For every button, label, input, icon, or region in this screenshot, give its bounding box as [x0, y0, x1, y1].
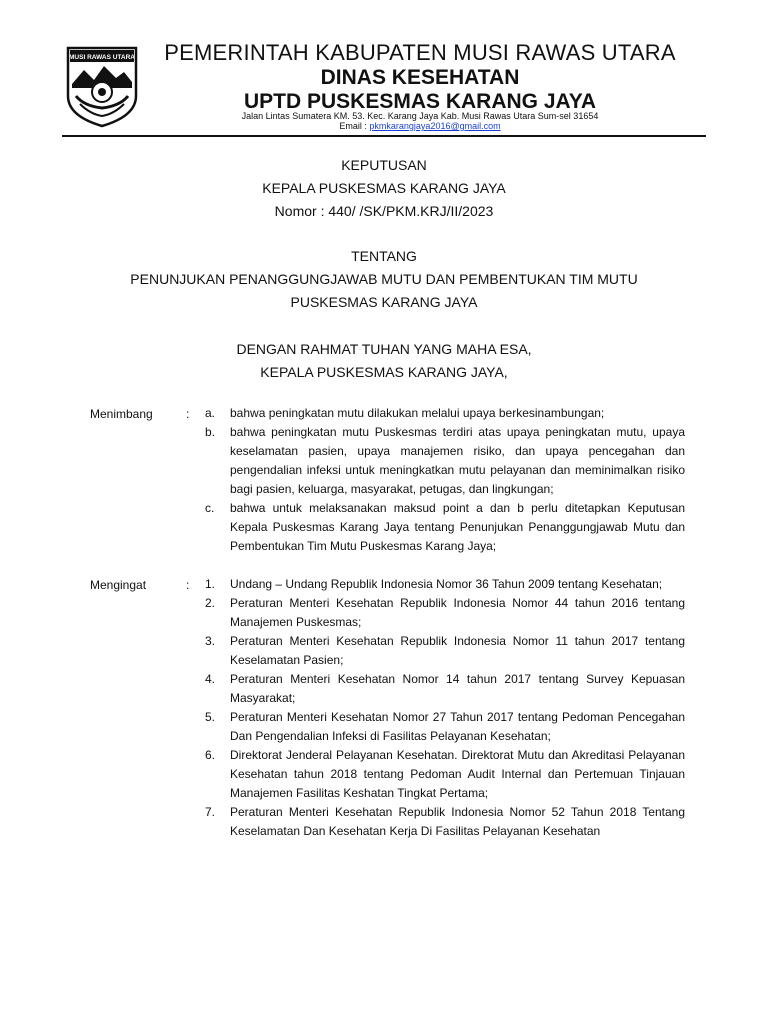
address: Jalan Lintas Sumatera KM. 53. Kec. Karang Jaya Kab. Musi Rawas Utara Sum-sel 31654 [241, 111, 599, 121]
mengingat-list [205, 575, 685, 841]
rahmat-line: DENGAN RAHMAT TUHAN YANG MAHA ESA, [236, 341, 532, 357]
government-name: PEMERINTAH KABUPATEN MUSI RAWAS UTARA [164, 40, 676, 65]
mengingat-item [205, 708, 685, 746]
menimbang-item [205, 404, 685, 423]
mengingat-item [205, 803, 685, 841]
mengingat-label: Mengingat [90, 578, 147, 592]
mengingat-item-text: Peraturan Menteri Kesehatan Republik Indonesia Nomor 52 Tahun 2018 Tentang Keselamatan Dan Kesehatan Kerja Di Fasilitas Pelayanan Kesehatan [230, 805, 685, 838]
menimbang-item-marker: a. [205, 406, 216, 420]
subject-line-1: PENUNJUKAN PENANGGUNGJAWAB MUTU DAN PEMBENTUKAN TIM MUTU [130, 271, 638, 287]
menimbang-item-text: bahwa untuk melaksanakan maksud point a dan b perlu ditetapkan Keputusan Kepala Puskesmas Karang Jaya tentang Penunjukan Penanggungjawab Mutu dan Pembentukan Tim Mutu Puskesmas Karang Jaya; [230, 501, 685, 553]
menimbang-label: Menimbang [90, 407, 153, 421]
mengingat-item [205, 670, 685, 708]
menimbang-item [205, 499, 685, 556]
menimbang-item-text: bahwa peningkatan mutu Puskesmas terdiri atas upaya peningkatan mutu, upaya keselamatan pasien, upaya manajemen risiko, dan upaya pencegahan dan pengendalian infeksi untuk meningkatkan mutu pelayanan dan meminimalkan risiko bagi pasien, keluarga, masyarakat, petugas, dan lingkungan; [230, 425, 685, 496]
decree-title: KEPUTUSAN [341, 157, 427, 173]
mengingat-item-text: Peraturan Menteri Kesehatan Republik Indonesia Nomor 11 tahun 2017 tentang Keselamatan Pasien; [230, 634, 685, 667]
mengingat-item [205, 632, 685, 670]
mengingat-item [205, 746, 685, 803]
email-link[interactable]: pkmkarangjaya2016@gmail.com [369, 121, 501, 131]
letterhead [140, 40, 700, 114]
mengingat-item [205, 575, 685, 594]
menimbang-item-marker: b. [205, 425, 216, 439]
subject-line-2: PUSKESMAS KARANG JAYA [290, 294, 478, 310]
mengingat-item-text: Peraturan Menteri Kesehatan Republik Indonesia Nomor 44 tahun 2016 tentang Manajemen Puskesmas; [230, 596, 685, 629]
tentang-heading: TENTANG [351, 248, 417, 264]
issuer-line: KEPALA PUSKESMAS KARANG JAYA, [260, 364, 508, 380]
menimbang-list [205, 404, 685, 556]
menimbang-colon: : [186, 407, 190, 421]
logo-text: MUSI RAWAS UTARA [69, 54, 135, 61]
mengingat-item-text: Direktorat Jenderal Pelayanan Kesehatan. Direktorat Mutu dan Akreditasi Pelayanan Kesehatan tahun 2018 tentang Pedoman Audit Internal dan Pertemuan Tinjauan Manajemen Fasilitas Keshatan Tingkat Pertama; [230, 748, 685, 800]
unit-name: UPTD PUSKESMAS KARANG JAYA [243, 90, 597, 113]
mengingat-item [205, 594, 685, 632]
mengingat-item-marker: 4. [205, 672, 216, 686]
mengingat-item-text: Peraturan Menteri Kesehatan Nomor 27 Tahun 2017 tentang Pedoman Pencegahan Dan Pengendalian Infeksi di Fasilitas Pelayanan Kesehatan; [230, 710, 685, 743]
letterhead-divider [62, 135, 706, 137]
mengingat-item-marker: 2. [205, 596, 216, 610]
email-label: Email : [339, 121, 367, 131]
mengingat-item-marker: 1. [205, 577, 216, 591]
mengingat-colon: : [186, 578, 190, 592]
decree-issuer: KEPALA PUSKESMAS KARANG JAYA [262, 180, 506, 196]
mengingat-item-marker: 5. [205, 710, 216, 724]
mengingat-item-marker: 3. [205, 634, 216, 648]
regency-emblem-icon [64, 44, 140, 128]
mengingat-item-text: Undang – Undang Republik Indonesia Nomor 36 Tahun 2009 tentang Kesehatan; [230, 577, 663, 591]
mengingat-item-marker: 6. [205, 748, 216, 762]
mengingat-item-text: Peraturan Menteri Kesehatan Nomor 14 tahun 2017 tentang Survey Kepuasan Masyarakat; [230, 672, 685, 705]
menimbang-item-marker: c. [205, 501, 215, 515]
email-line [140, 121, 700, 132]
mengingat-item-marker: 7. [205, 805, 216, 819]
menimbang-item-text: bahwa peningkatan mutu dilakukan melalui upaya berkesinambungan; [230, 406, 605, 420]
agency-name: DINAS KESEHATAN [320, 66, 520, 89]
menimbang-item [205, 423, 685, 499]
decree-number: Nomor : 440/ /SK/PKM.KRJ/II/2023 [274, 203, 494, 219]
